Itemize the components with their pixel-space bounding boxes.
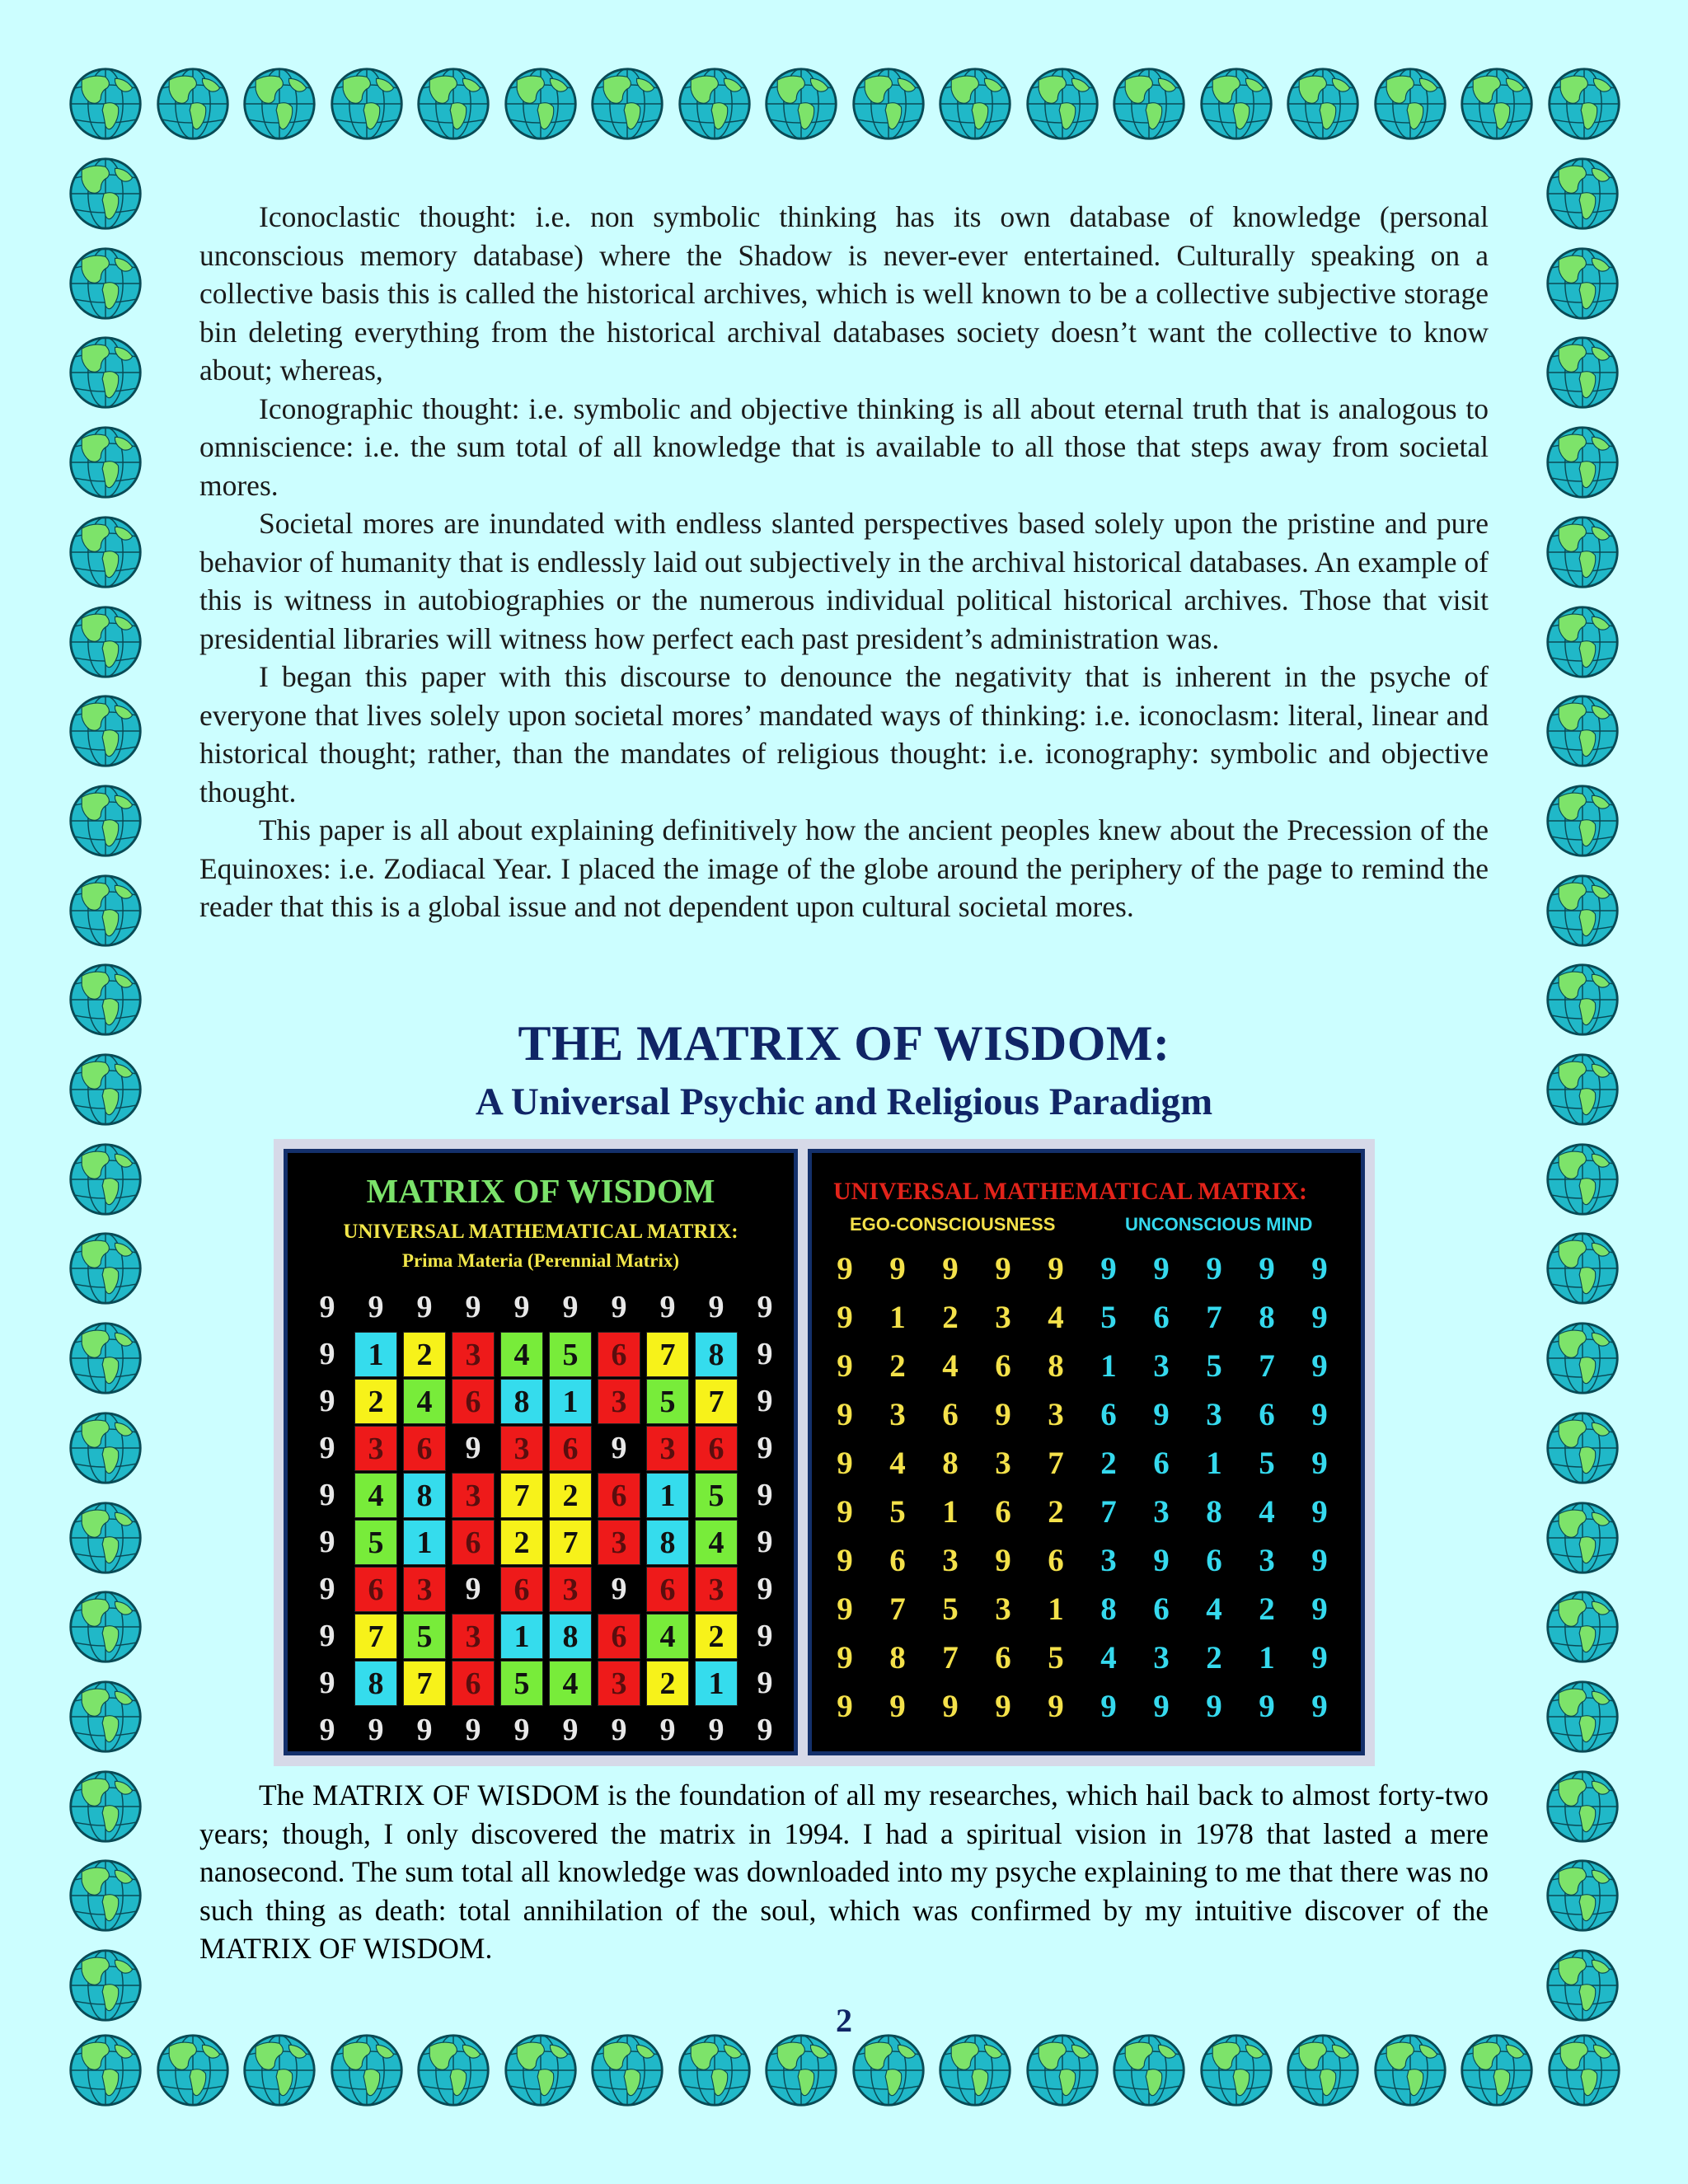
grid-cell: 6 [695,1426,738,1471]
grid-cell: 3 [452,1614,495,1659]
grid-cell: 3 [695,1567,738,1612]
globe-icon [1543,331,1622,414]
grid-cell: 8 [1259,1300,1275,1335]
grid-cell: 3 [889,1397,906,1432]
grid-cell: 4 [549,1661,592,1706]
grid-cell: 1 [646,1473,689,1518]
grid-cell: 9 [1311,1640,1328,1675]
grid-cell: 9 [562,1290,579,1324]
grid-cell: 9 [1206,1251,1222,1286]
grid-cell: 5 [695,1473,738,1518]
globe-icon [1545,2029,1624,2111]
grid-cell: 1 [889,1300,906,1335]
paragraph: Societal mores are inundated with endless slanted perspectives based solely upon the pristine and pure behavior of humanity that is endlessly laid out subjectively in the archival historical databases. An example of this is witness in autobiographies or the numerous individual political historical archives. Those that visit presidential libraries will witness how perfect each past president’s administration was. [199,507,1489,655]
globe-icon [1371,2029,1450,2111]
globe-icon [66,1407,145,1489]
grid-cell: 4 [354,1473,397,1518]
grid-cell: 9 [1153,1397,1170,1432]
grid-cell: 9 [513,1290,530,1324]
grid-cell: 4 [889,1446,906,1481]
grid-cell: 9 [1206,1689,1222,1724]
grid-cell: 9 [837,1543,853,1578]
grid-cell: 9 [319,1384,335,1418]
section-subtitle: A Universal Psychic and Religious Paradigm [475,1080,1213,1123]
grid-cell: 6 [995,1348,1011,1384]
grid-cell: 1 [500,1614,543,1659]
grid-cell: 3 [1153,1640,1170,1675]
globe-icon [501,63,580,145]
grid-cell: 9 [837,1251,853,1286]
grid-cell: 9 [995,1397,1011,1432]
grid-cell: 9 [757,1572,773,1606]
grid-cell: 4 [646,1614,689,1659]
grid-cell: 1 [695,1661,738,1706]
grid-cell: 5 [354,1520,397,1565]
grid-cell: 5 [1048,1640,1064,1675]
grid-cell: 5 [500,1661,543,1706]
grid-cell: 9 [995,1543,1011,1578]
grid-cell: 8 [942,1446,959,1481]
grid-cell: 6 [1048,1543,1064,1578]
globe-icon [66,780,145,862]
grid-cell: 9 [319,1337,335,1371]
globe-icon [1543,601,1622,683]
grid-cell: 4 [1259,1494,1275,1530]
globe-icon [1543,690,1622,772]
globe-icon [66,1138,145,1221]
grid-cell: 5 [646,1379,689,1424]
grid-cell: 7 [1206,1300,1222,1335]
grid-cell: 9 [659,1713,676,1747]
grid-cell: 9 [757,1713,773,1747]
globe-icon [1543,1497,1622,1579]
globe-icon [66,331,145,414]
globe-icon [588,63,667,145]
globe-icon [1543,1675,1622,1758]
grid-cell: 4 [1048,1300,1064,1335]
closing-text [199,1776,1489,1968]
globe-icon [66,1227,145,1310]
grid-cell: 5 [942,1591,959,1627]
grid-cell: 9 [319,1478,335,1512]
grid-cell: 9 [889,1689,906,1724]
grid-cell: 3 [942,1543,959,1578]
body-text [199,198,1489,926]
matrix-of-wisdom-panel [284,1149,798,1755]
grid-cell: 9 [708,1713,724,1747]
grid-cell: 8 [1100,1591,1117,1627]
ego-consciousness-label: EGO-CONSCIOUSNESS [850,1214,1056,1235]
grid-cell: 3 [995,1446,1011,1481]
grid-cell: 6 [995,1640,1011,1675]
grid-cell: 3 [549,1567,592,1612]
grid-cell: 3 [995,1591,1011,1627]
grid-cell: 6 [354,1567,397,1612]
grid-cell: 6 [1153,1591,1170,1627]
grid-cell: 2 [354,1379,397,1424]
grid-cell: 6 [403,1426,446,1471]
grid-cell: 3 [1259,1543,1275,1578]
grid-cell: 9 [319,1525,335,1559]
grid-cell: 6 [452,1520,495,1565]
grid-cell: 6 [1100,1397,1117,1432]
grid-cell: 4 [1100,1640,1117,1675]
grid-cell: 9 [1311,1689,1328,1724]
grid-cell: 6 [995,1494,1011,1530]
grid-cell: 9 [1311,1543,1328,1578]
unconscious-mind-label: UNCONSCIOUS MIND [1125,1214,1313,1235]
globe-icon [1543,869,1622,952]
grid-cell: 1 [1048,1591,1064,1627]
grid-cell: 5 [889,1494,906,1530]
grid-cell: 7 [1048,1446,1064,1481]
grid-cell: 9 [1153,1543,1170,1578]
grid-cell: 3 [598,1379,640,1424]
grid-cell: 2 [549,1473,592,1518]
grid-cell: 3 [354,1426,397,1471]
matrix-figure [274,1139,1375,1766]
globe-icon [66,1854,145,1937]
globe-icon [1197,63,1276,145]
globe-icon [1543,1854,1622,1937]
grid-cell: 7 [1259,1348,1275,1384]
grid-cell: 1 [942,1494,959,1530]
grid-cell: 6 [1259,1397,1275,1432]
grid-cell: 9 [611,1431,627,1465]
grid-cell: 9 [1100,1251,1117,1286]
grid-cell: 9 [465,1713,481,1747]
grid-cell: 6 [452,1379,495,1424]
grid-cell: 9 [837,1494,853,1530]
grid-cell: 9 [1311,1251,1328,1286]
globe-icon [935,63,1015,145]
globe-icon [1543,780,1622,862]
grid-cell: 9 [995,1689,1011,1724]
grid-cell: 9 [319,1431,335,1465]
globe-icon [66,869,145,952]
grid-cell: 9 [1100,1689,1117,1724]
globe-icon [327,63,406,145]
grid-cell: 9 [1048,1689,1064,1724]
globe-icon [1457,63,1536,145]
globe-icon [1543,1407,1622,1489]
grid-cell: 7 [889,1591,906,1627]
paragraph: Iconographic thought: i.e. symbolic and objective thinking is all about eternal truth that is analogous to omniscience: i.e. the sum total of all knowledge that is available to all those that steps away from societal mores. [199,391,1489,502]
grid-cell: 9 [757,1478,773,1512]
grid-cell: 5 [1206,1348,1222,1384]
grid-cell: 4 [942,1348,959,1384]
grid-cell: 9 [416,1713,433,1747]
grid-cell: 3 [1048,1397,1064,1432]
grid-cell: 7 [942,1640,959,1675]
globe-icon [153,2029,232,2111]
grid-cell: 9 [1311,1494,1328,1530]
globe-icon [935,2029,1015,2111]
grid-cell: 9 [1048,1251,1064,1286]
grid-cell: 9 [889,1251,906,1286]
grid-cell: 5 [403,1614,446,1659]
grid-cell: 9 [1311,1348,1328,1384]
paragraph: I began this paper with this discourse to denounce the negativity that is inherent in the psyche of everyone that lives solely upon societal mores’ mandated ways of thinking: i.e. iconoclasm: literal, linear and historical thought; rather, than the mandates of religious thought: i.e. iconography: symbolic and objective thought. [199,660,1489,808]
globe-icon [1023,63,1102,145]
grid-cell: 6 [549,1426,592,1471]
grid-cell: 2 [1259,1591,1275,1627]
grid-cell: 9 [757,1431,773,1465]
grid-cell: 3 [1153,1494,1170,1530]
globe-icon [1543,1317,1622,1399]
grid-cell: 8 [354,1661,397,1706]
globe-icon [66,242,145,325]
grid-cell: 1 [1206,1446,1222,1481]
globe-icon [153,63,232,145]
grid-cell: 9 [837,1397,853,1432]
grid-cell: 6 [598,1332,640,1377]
globe-icon [66,152,145,235]
globe-icon [1109,2029,1189,2111]
panel-title: MATRIX OF WISDOM [366,1172,715,1210]
grid-cell: 9 [708,1290,724,1324]
grid-cell: 8 [889,1640,906,1675]
globe-icon [1283,2029,1362,2111]
grid-cell: 9 [1311,1300,1328,1335]
grid-cell: 6 [598,1614,640,1659]
grid-cell: 9 [1153,1251,1170,1286]
grid-cell: 1 [549,1379,592,1424]
globe-icon [1457,2029,1536,2111]
grid-cell: 8 [646,1520,689,1565]
grid-cell: 9 [1311,1591,1328,1627]
globe-icon [1543,1138,1622,1221]
globe-icon [66,1675,145,1758]
grid-cell: 8 [403,1473,446,1518]
globe-icon [762,63,841,145]
grid-cell: 9 [368,1290,384,1324]
grid-cell: 8 [549,1614,592,1659]
grid-cell: 9 [942,1251,959,1286]
grid-cell: 8 [1206,1494,1222,1530]
grid-cell: 9 [659,1290,676,1324]
grid-cell: 3 [598,1661,640,1706]
grid-cell: 1 [1259,1640,1275,1675]
panel-subtitle-2: Prima Materia (Perennial Matrix) [401,1250,680,1271]
grid-cell: 6 [889,1543,906,1578]
grid-cell: 3 [598,1520,640,1565]
globe-icon [1023,2029,1102,2111]
grid-cell: 4 [500,1332,543,1377]
globe-icon [588,2029,667,2111]
globe-icon [66,2029,145,2111]
grid-cell: 9 [416,1290,433,1324]
grid-cell: 9 [1153,1689,1170,1724]
section-title: THE MATRIX OF WISDOM: [518,1016,1170,1071]
grid-cell: 9 [757,1525,773,1559]
grid-cell: 9 [1259,1251,1275,1286]
globe-icon [1543,1586,1622,1668]
grid-cell: 6 [598,1473,640,1518]
grid-cell: 1 [1100,1348,1117,1384]
paragraph: Iconoclastic thought: i.e. non symbolic thinking has its own database of knowledge (personal unconscious memory database) where the Shadow is never-ever entertained. Culturally speaking on a collective basis this is called the historical archives, which is well known to be a collective subjective storage bin deleting everything from the historical archival databases society doesn’t want the collective to know about; whereas, [199,200,1489,387]
grid-cell: 6 [452,1661,495,1706]
grid-cell: 1 [354,1332,397,1377]
globe-icon [675,63,754,145]
globe-icon [66,1586,145,1668]
grid-cell: 7 [1100,1494,1117,1530]
grid-cell: 2 [695,1614,738,1659]
globe-icon [1543,1765,1622,1848]
panel-subtitle: UNIVERSAL MATHEMATICAL MATRIX: [343,1221,738,1243]
grid-cell: 6 [942,1397,959,1432]
grid-cell: 9 [837,1591,853,1627]
grid-cell: 2 [500,1520,543,1565]
globe-icon [849,2029,928,2111]
grid-cell: 9 [611,1290,627,1324]
grid-cell: 7 [354,1614,397,1659]
grid-cell: 7 [403,1661,446,1706]
globe-icon [1197,2029,1276,2111]
globe-icon [414,2029,493,2111]
grid-cell: 1 [403,1520,446,1565]
grid-cell: 9 [319,1572,335,1606]
grid-cell: 9 [465,1431,481,1465]
grid-cell: 9 [1311,1446,1328,1481]
grid-cell: 9 [319,1290,335,1324]
grid-cell: 6 [1153,1300,1170,1335]
paragraph: This paper is all about explaining definitively how the ancient peoples knew about the Precession of the Equinoxes: i.e. Zodiacal Year. I placed the image of the globe around the periphery of the page to remind the reader that this is a global issue and not dependent upon cultural societal mores. [199,813,1489,923]
grid-cell: 3 [452,1473,495,1518]
globe-icon [1283,63,1362,145]
globe-icon [1545,63,1624,145]
grid-cell: 9 [562,1713,579,1747]
globe-icon [849,63,928,145]
globe-icon [501,2029,580,2111]
globe-icon [1543,242,1622,325]
globe-icon [327,2029,406,2111]
grid-cell: 7 [646,1332,689,1377]
grid-cell: 9 [837,1689,853,1724]
grid-cell: 9 [837,1640,853,1675]
globe-icon [66,690,145,772]
grid-cell: 9 [837,1300,853,1335]
grid-cell: 4 [403,1379,446,1424]
globe-icon [762,2029,841,2111]
paragraph: The MATRIX OF WISDOM is the foundation of all my researches, which hail back to almost forty-two years; though, I only discovered the matrix in 1994. I had a spiritual vision in 1978 that lasted a mere nanosecond. The sum total all knowledge was downloaded into my psyche explaining to me that there was no such thing as death: total annihilation of the soul, which was confirmed by my intuitive discover of the MATRIX OF WISDOM. [199,1779,1489,1965]
grid-cell: 6 [646,1567,689,1612]
grid-cell: 3 [646,1426,689,1471]
grid-cell: 9 [757,1337,773,1371]
globe-icon [1543,1227,1622,1310]
grid-cell: 3 [995,1300,1011,1335]
grid-cell: 9 [757,1619,773,1653]
globe-icon [240,2029,319,2111]
grid-cell: 4 [1206,1591,1222,1627]
globe-icon [66,511,145,593]
grid-cell: 9 [611,1713,627,1747]
globe-icon [1543,152,1622,235]
globe-icon [414,63,493,145]
grid-cell: 2 [1206,1640,1222,1675]
page-number: 2 [836,2002,852,2039]
universal-matrix-panel [808,1149,1365,1755]
globe-icon [1543,511,1622,593]
grid-cell: 5 [549,1332,592,1377]
grid-cell: 6 [1206,1543,1222,1578]
grid-cell: 2 [646,1661,689,1706]
grid-cell: 7 [695,1379,738,1424]
panel-title: UNIVERSAL MATHEMATICAL MATRIX: [833,1178,1308,1205]
grid-cell: 6 [1153,1446,1170,1481]
globe-icon [66,421,145,504]
grid-cell: 5 [1100,1300,1117,1335]
grid-cell: 9 [319,1666,335,1700]
grid-cell: 9 [757,1290,773,1324]
grid-cell: 2 [1100,1446,1117,1481]
grid-cell: 2 [889,1348,906,1384]
grid-cell: 2 [403,1332,446,1377]
globe-icon [1543,421,1622,504]
grid-cell: 3 [452,1332,495,1377]
globe-icon [240,63,319,145]
globe-icon [66,1497,145,1579]
globe-icon [675,2029,754,2111]
grid-cell: 9 [319,1619,335,1653]
grid-cell: 6 [500,1567,543,1612]
grid-cell: 7 [500,1473,543,1518]
grid-cell: 3 [500,1426,543,1471]
grid-cell: 9 [465,1290,481,1324]
globe-icon [66,63,145,145]
grid-cell: 2 [942,1300,959,1335]
grid-cell: 9 [995,1251,1011,1286]
grid-cell: 5 [1259,1446,1275,1481]
grid-cell: 9 [319,1713,335,1747]
globe-icon [66,1317,145,1399]
grid-cell: 9 [837,1348,853,1384]
grid-cell: 9 [942,1689,959,1724]
grid-cell: 9 [368,1713,384,1747]
grid-cell: 9 [465,1572,481,1606]
grid-cell: 9 [757,1666,773,1700]
grid-cell: 8 [1048,1348,1064,1384]
grid-cell: 3 [1206,1397,1222,1432]
grid-cell: 2 [1048,1494,1064,1530]
grid-cell: 9 [1311,1397,1328,1432]
grid-cell: 9 [837,1446,853,1481]
globe-icon [66,1765,145,1848]
globe-icon [1371,63,1450,145]
grid-cell: 9 [611,1572,627,1606]
grid-cell: 9 [757,1384,773,1418]
grid-cell: 8 [695,1332,738,1377]
grid-cell: 7 [549,1520,592,1565]
grid-cell: 4 [695,1520,738,1565]
globe-icon [66,601,145,683]
grid-cell: 3 [403,1567,446,1612]
grid-cell: 9 [1259,1689,1275,1724]
globe-icon [1109,63,1189,145]
grid-cell: 8 [500,1379,543,1424]
grid-cell: 3 [1100,1543,1117,1578]
grid-cell: 9 [513,1713,530,1747]
grid-cell: 3 [1153,1348,1170,1384]
